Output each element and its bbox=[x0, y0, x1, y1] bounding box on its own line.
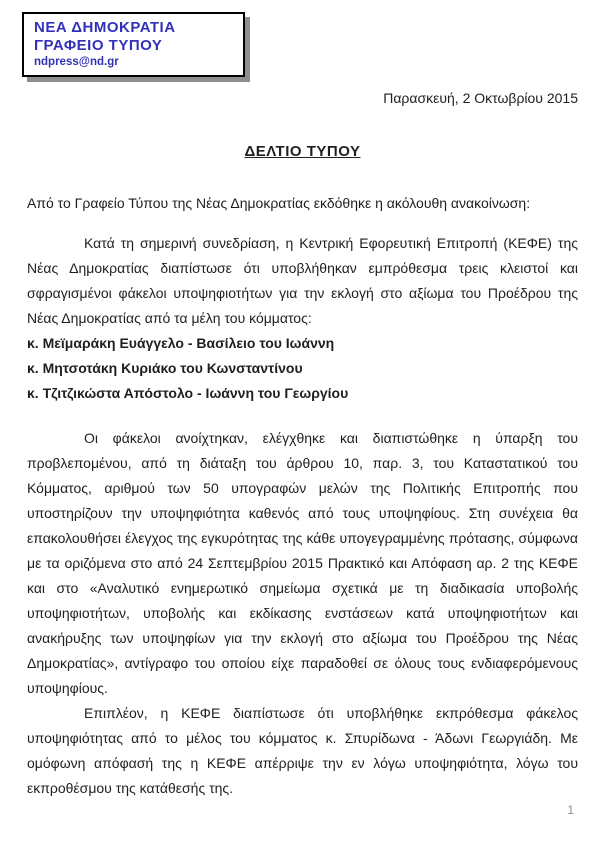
candidate-name: κ. Μεϊμαράκη Ευάγγελο - Βασίλειο του Ιωάννη bbox=[27, 335, 335, 351]
candidate-list bbox=[27, 331, 578, 406]
intro-paragraph: Από το Γραφείο Τύπου της Νέας Δημοκρατίας εκδόθηκε η ακόλουθη ανακοίνωση: bbox=[27, 195, 531, 211]
paragraph-announcement: Κατά τη σημερινή συνεδρίαση, η Κεντρική Εφορευτική Επιτροπή (ΚΕΦΕ) της Νέας Δημοκρατίας διαπίστωσε ότι υποβλήθηκαν εμπρόθεσμα τρεις κλειστοί και σφραγισμένοι φάκελοι υποψηφιοτήτων για την εκλογή στο αξίωμα του Προέδρου της Νέας Δημοκρατίας από τα μέλη του κόμματος: bbox=[27, 235, 578, 326]
paragraph-verification: Οι φάκελοι ανοίχτηκαν, ελέγχθηκε και διαπιστώθηκε η ύπαρξη του προβλεπομένου, από τη διάταξη του άρθρου 10, παρ. 3, του Καταστατικού του Κόμματος, αριθμού των 50 υπογραφών μελών της Πολιτικής Επιτροπής που υποστηρίζουν την υποψηφιότητα καθενός από τους υποψηφίους. Στη συνέχεια θα επακολουθήσει έλεγχος της εγκυρότητας της κάθε υπογεγραμμένης πρότασης, σύμφωνα με τα οριζόμενα στο από 24 Σεπτεμβρίου 2015 Πρακτικό και Απόφαση αρ. 2 της ΚΕΦΕ και στο «Αναλυτικό ενημερωτικό σημείωμα σχετικά με τη διαδικασία υποβολής υποψηφιοτήτων, υποβολής και εκδίκασης ενστάσεων κατά υποψηφιοτήτων και ανακήρυξης των υποψηφίων για την εκλογή στο αξίωμα του Προέδρου της Νέας Δημοκρατίας», αντίγραφο του οποίου είχε παραδοθεί σε όλους τους ενδιαφερόμενους υποψηφίους. bbox=[27, 430, 578, 696]
letterhead-email: ndpress@nd.gr bbox=[34, 56, 119, 68]
paragraph-rejection: Επιπλέον, η ΚΕΦΕ διαπίστωσε ότι υποβλήθηκε εκπρόθεσμα φάκελος υποψηφιότητας από το μέλος του κόμματος κ. Σπυρίδωνα - Άδωνι Γεωργιάδη. Με ομόφωνη απόφασή της η ΚΕΦΕ απέρριψε την εν λόγω υποψηφιότητα, λόγω του εκπροθέσμου της κατάθεσής της. bbox=[27, 705, 578, 796]
document-title: ΔΕΛΤΙΟ ΤΥΠΟΥ bbox=[244, 143, 361, 160]
letterhead-org-name: ΝΕΑ ΔΗΜΟΚΡΑΤΙΑ bbox=[34, 19, 176, 36]
document-date: Παρασκευή, 2 Οκτωβρίου 2015 bbox=[383, 90, 578, 106]
candidate-name: κ. Μητσοτάκη Κυριάκο του Κωνσταντίνου bbox=[27, 360, 303, 376]
document-body bbox=[27, 90, 578, 801]
page-number: 1 bbox=[567, 803, 574, 817]
letterhead-box bbox=[22, 12, 245, 77]
letterhead-department: ΓΡΑΦΕΙΟ ΤΥΠΟΥ bbox=[34, 37, 163, 54]
candidate-name: κ. Τζιτζικώστα Απόστολο - Ιωάννη του Γεωργίου bbox=[27, 385, 349, 401]
